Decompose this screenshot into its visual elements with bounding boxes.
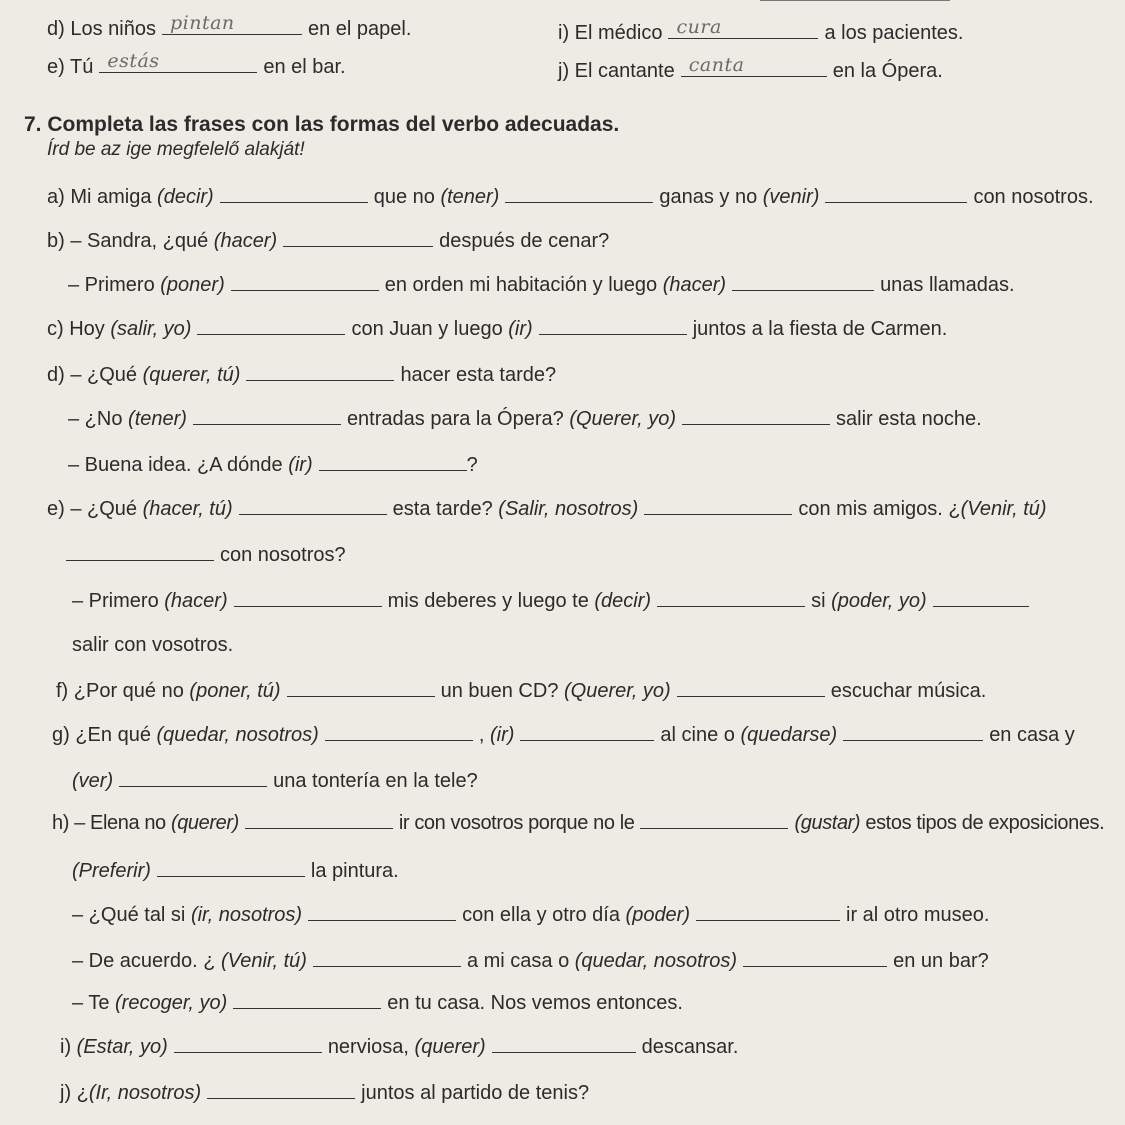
verb-hint: (venir) [762,186,820,208]
answer-blank[interactable] [119,766,267,787]
text: nerviosa, [327,1036,415,1058]
sentence-e1 [47,494,1047,522]
verb-hint: (ir) [489,724,515,746]
sentence-a [47,182,1094,210]
sentence-j [60,1078,589,1106]
verb-hint: (querer) [170,812,239,834]
sentence-b1 [47,226,609,254]
text: i) [60,1036,77,1058]
answer-blank[interactable] [843,720,983,741]
text: , [478,724,490,746]
verb-hint: (poner, tú) [189,680,281,702]
text: un buen CD? [440,680,564,702]
text: – Primero [68,274,161,296]
answer-blank[interactable] [696,900,840,921]
answer-blank[interactable] [174,1032,322,1053]
verb-hint: (ir, nosotros) [190,904,303,926]
verb-hint: (gustar) [794,812,861,834]
answer-blank[interactable] [308,900,456,921]
verb-hint: (recoger, yo) [115,992,228,1014]
answer-blank[interactable] [319,450,467,471]
sentence-h2 [72,856,399,884]
text: en orden mi habitación y luego [384,274,663,296]
text: a) Mi amiga [47,186,158,208]
answer-blank[interactable] [539,314,687,335]
sentence-g1 [52,720,1075,748]
text: ? [466,454,478,476]
answer-blank[interactable] [681,56,827,77]
text: la pintura. [310,860,399,882]
text: con nosotros? [220,544,346,566]
answer-blank[interactable] [677,676,825,697]
verb-hint: (hacer, tú) [142,498,233,520]
answer-blank[interactable] [157,856,305,877]
text: b) – Sandra, ¿qué [47,230,214,252]
text: en un bar? [893,950,989,972]
verb-hint: (poner) [160,274,225,296]
answer-blank[interactable] [287,676,435,697]
item-text: a los pacientes. [824,22,964,44]
verb-hint: (querer, tú) [142,364,241,386]
verb-hint: (decir) [594,590,652,612]
text: que no [373,186,441,208]
item-label: d) Los niños [47,18,156,40]
answer-blank[interactable] [668,18,818,39]
item-label: e) Tú [47,56,94,78]
verb-hint: (ir) [288,454,313,476]
exercise-subtitle: Írd be az ige megfelelő alakját! [47,139,305,160]
top-item-j [558,56,943,84]
answer-blank[interactable] [231,270,379,291]
sentence-h1 [52,808,1104,836]
answer-blank[interactable] [162,14,302,35]
item-text: en la Ópera. [832,60,943,82]
top-item-i [558,18,963,46]
text: – Buena idea. ¿A dónde [68,454,289,476]
answer-blank[interactable] [520,720,654,741]
text: después de cenar? [439,230,610,252]
answer-blank[interactable] [825,182,967,203]
verb-hint: (hacer) [164,590,228,612]
text: juntos al partido de tenis? [361,1082,590,1104]
text: j) ¿ [60,1082,89,1104]
text: hacer esta tarde? [400,364,557,386]
text: unas llamadas. [880,274,1015,296]
answer-blank[interactable] [325,720,473,741]
text: juntos a la fiesta de Carmen. [692,318,948,340]
sentence-b2 [68,270,1015,298]
answer-blank[interactable] [207,1078,355,1099]
text: con nosotros. [973,186,1094,208]
text: ir con vosotros porque no le [398,812,635,834]
sentence-f [56,676,986,704]
answer-blank[interactable] [197,314,345,335]
verb-hint: (decir) [157,186,214,208]
answer-blank[interactable] [732,270,874,291]
answer-blank[interactable] [220,182,368,203]
text: g) ¿En qué [52,724,157,746]
verb-hint: (hacer) [213,230,278,252]
text: c) Hoy [47,318,111,340]
answer-blank[interactable] [492,1032,636,1053]
handwritten-answer: pintan [169,12,235,34]
answer-blank[interactable] [743,946,887,967]
verb-hint: (Querer, yo) [564,680,671,702]
exercise-title: 7. Completa las frases con las formas del verbo adecuadas. [24,113,620,136]
top-item-d [47,14,411,42]
text: a mi casa o [466,950,575,972]
text: descansar. [641,1036,739,1058]
text: en casa y [989,724,1075,746]
verb-hint: (Salir, nosotros) [498,498,639,520]
sentence-h3 [72,900,989,928]
sentence-e2 [66,540,346,568]
answer-blank[interactable] [239,494,387,515]
text: entradas para la Ópera? [346,408,570,430]
text: – De acuerdo. ¿ [72,950,221,972]
answer-blank[interactable] [682,404,830,425]
verb-hint: (quedar, nosotros) [574,950,738,972]
item-text: en el papel. [307,18,412,40]
text: – Primero [72,590,165,612]
verb-hint: (salir, yo) [110,318,192,340]
verb-hint: (Querer, yo) [569,408,677,430]
text: e) – ¿Qué [47,498,143,520]
sentence-h5 [72,988,683,1016]
answer-blank[interactable] [657,586,805,607]
verb-hint: (ver) [72,770,114,792]
verb-hint: (Venir, tú) [960,498,1047,520]
answer-blank[interactable] [644,494,792,515]
answer-blank[interactable] [246,360,394,381]
sentence-e3 [72,586,1035,614]
text: – ¿Qué tal si [72,904,191,926]
verb-hint: (querer) [414,1036,486,1058]
item-label: j) El cantante [558,60,675,82]
verb-hint: (Preferir) [72,860,151,882]
text: con ella y otro día [462,904,626,926]
verb-hint: (Venir, tú) [220,950,307,972]
answer-blank[interactable] [505,182,653,203]
verb-hint: (Ir, nosotros) [88,1082,202,1104]
verb-hint: (Estar, yo) [76,1036,168,1058]
text: en tu casa. Nos vemos entonces. [387,992,683,1014]
handwritten-answer: estás [107,50,160,72]
text: esta tarde? [392,498,499,520]
text: h) – Elena no [52,812,171,834]
text: si [811,590,832,612]
sentence-c [47,314,947,342]
text: – ¿No [68,408,129,430]
text: d) – ¿Qué [47,364,143,386]
sentence-g2 [72,766,478,794]
divider [760,0,950,1]
verb-hint: (poder, yo) [831,590,927,612]
verb-hint: (quedarse) [740,724,838,746]
verb-hint: (hacer) [662,274,727,296]
verb-hint: (ir) [508,318,533,340]
sentence-d1 [47,360,556,388]
answer-blank[interactable] [283,226,433,247]
text: ir al otro museo. [846,904,990,926]
verb-hint: (tener) [440,186,500,208]
verb-hint: (poder) [625,904,691,926]
text: mis deberes y luego te [387,590,595,612]
text: con Juan y luego [351,318,509,340]
text: con mis amigos. ¿ [798,498,961,520]
answer-blank[interactable] [66,540,214,561]
text: salir esta noche. [836,408,982,430]
handwritten-answer: cura [676,16,722,38]
text: una tontería en la tele? [273,770,478,792]
answer-blank[interactable] [233,988,381,1009]
verb-hint: (tener) [128,408,187,430]
text: escuchar música. [830,680,987,702]
top-item-e [47,52,346,80]
item-label: i) El médico [558,22,663,44]
sentence-i [60,1032,738,1060]
text: al cine o [660,724,741,746]
sentence-d2 [68,404,982,432]
text: – Te [72,992,115,1014]
text: ganas y no [659,186,763,208]
verb-hint: (quedar, nosotros) [156,724,319,746]
text: estos tipos de exposiciones. [860,812,1105,834]
sentence-d3 [68,450,478,478]
item-text: en el bar. [263,56,346,78]
sentence-e4: salir con vosotros. [72,634,234,656]
answer-blank[interactable] [234,586,382,607]
answer-blank[interactable] [245,808,393,829]
answer-blank[interactable] [933,586,1029,607]
text: f) ¿Por qué no [56,680,190,702]
sentence-h4 [72,946,989,974]
answer-blank[interactable] [640,808,788,829]
answer-blank[interactable] [313,946,461,967]
answer-blank[interactable] [193,404,341,425]
handwritten-answer: canta [688,54,745,76]
answer-blank[interactable] [99,52,257,73]
